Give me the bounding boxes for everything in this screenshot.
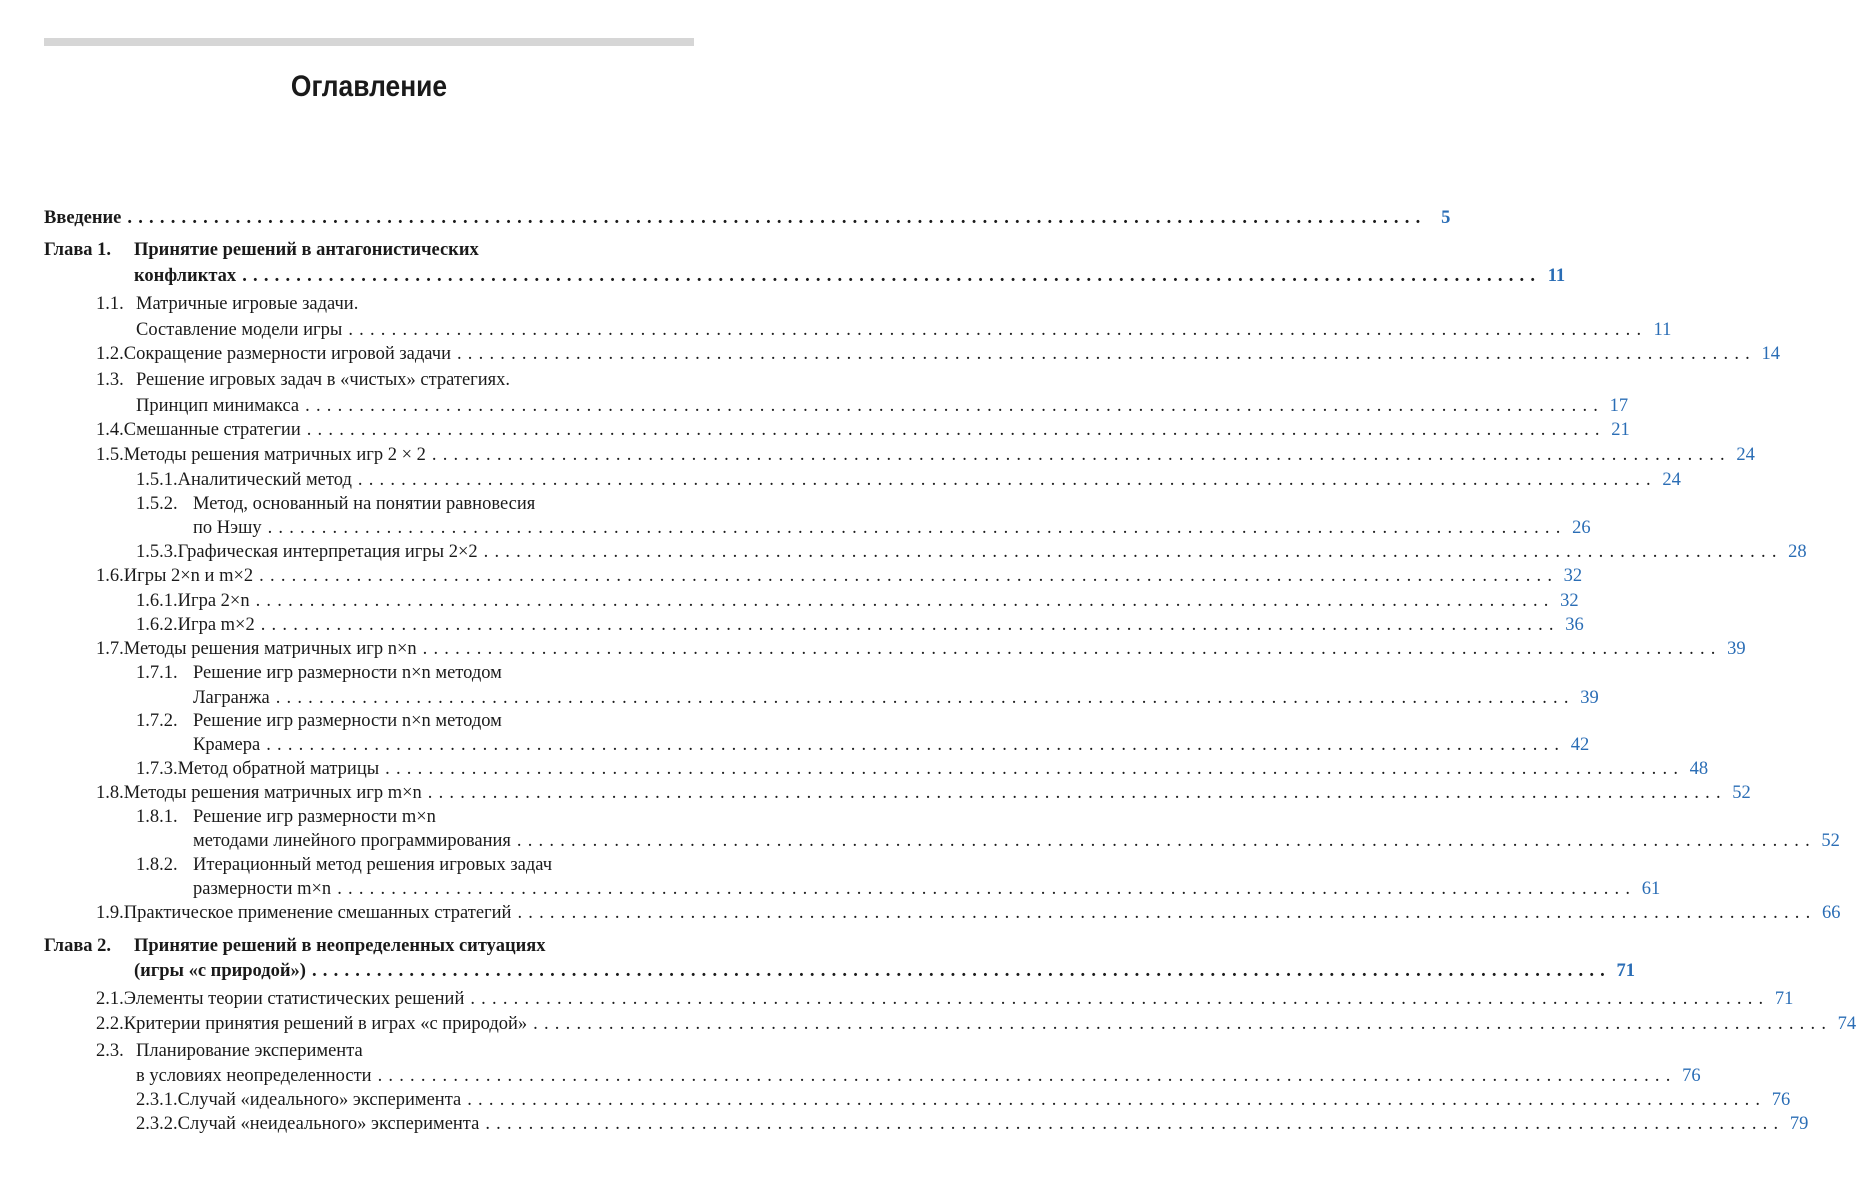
page-number[interactable]: 39 (1727, 639, 1746, 659)
toc-entry-continuation[interactable] (193, 829, 1840, 853)
dot-leader: ........................................................................................................................ (242, 266, 1542, 286)
entry-title-continued: в условиях неопределенности (136, 1066, 372, 1086)
entry-title: Методы решения матричных игр m×n (123, 783, 422, 803)
dot-leader: ........................................................................................................................ (517, 903, 1817, 923)
dot-leader: ........................................................................................................................ (516, 831, 1816, 851)
page-number[interactable]: 5 (1441, 208, 1451, 228)
entry-number: 1.6.2. (136, 615, 178, 635)
toc-entry[interactable] (96, 292, 694, 316)
toc-entry[interactable] (96, 1039, 694, 1063)
entry-number: 1.8.2. (136, 855, 178, 875)
entry-title-continued: конфликтах (134, 266, 237, 286)
entry-title: Введение (44, 208, 122, 228)
entry-title: Решение игр размерности m×n (193, 807, 436, 827)
entry-title: Планирование эксперимента (136, 1041, 363, 1061)
entry-number: 2.2. (96, 1014, 124, 1034)
page-number[interactable]: 21 (1611, 420, 1630, 440)
toc-entry[interactable] (44, 206, 1451, 230)
dot-leader: ........................................................................................................................ (467, 1090, 1767, 1110)
toc-entry-continuation[interactable] (136, 1064, 1701, 1088)
entry-title: Матричные игровые задачи. (136, 294, 359, 314)
page-number[interactable]: 76 (1682, 1066, 1701, 1086)
page-number[interactable]: 76 (1771, 1090, 1791, 1110)
entry-number: 1.4. (96, 420, 124, 440)
toc-entry[interactable] (44, 238, 694, 262)
toc-entry[interactable] (136, 853, 694, 877)
entry-number: 1.6.1. (136, 591, 178, 611)
dot-leader: ........................................................................................................................ (275, 688, 1575, 708)
page-number[interactable]: 39 (1580, 688, 1599, 708)
toc-entry[interactable] (136, 661, 694, 685)
toc-entry[interactable] (136, 1088, 1791, 1112)
dot-leader: ........................................................................................................................ (267, 518, 1567, 538)
toc-entry-continuation[interactable] (193, 686, 1599, 710)
page-number[interactable]: 48 (1689, 759, 1709, 779)
entry-title: Элементы теории статистических решений (123, 989, 465, 1009)
entry-number: 2.3.1. (136, 1090, 178, 1110)
entry-number: 1.5.2. (136, 494, 178, 514)
page-number[interactable]: 24 (1736, 445, 1755, 465)
entry-title: Графическая интерпретация игры 2×2 (177, 542, 478, 562)
page-title: Оглавление (290, 70, 448, 103)
toc-entry[interactable] (96, 443, 1755, 467)
toc-entry-continuation[interactable] (193, 733, 1590, 757)
entry-title: Решение игр размерности n×n методом (193, 711, 502, 731)
page-number[interactable]: 61 (1641, 879, 1661, 899)
entry-number: 1.6. (96, 566, 124, 586)
entry-title: Принятие решений в неопределенных ситуациях (134, 936, 546, 956)
dot-leader: ........................................................................................................................ (348, 320, 1648, 340)
entry-title-continued: Принцип минимакса (136, 396, 300, 416)
page-number[interactable]: 32 (1560, 591, 1579, 611)
page-number[interactable]: 52 (1821, 831, 1840, 851)
entry-number: 1.2. (96, 344, 124, 364)
toc-entry[interactable] (136, 1112, 1809, 1136)
dot-leader: ........................................................................................................................ (533, 1014, 1833, 1034)
entry-title: Случай «идеального» эксперимента (177, 1090, 462, 1110)
toc-entry-continuation[interactable] (136, 318, 1672, 342)
entry-title: Критерии принятия решений в играх «с природой» (123, 1014, 528, 1034)
entry-title: Решение игровых задач в «чистых» стратегиях. (136, 370, 511, 390)
entry-title: Методы решения матричных игр n×n (123, 639, 417, 659)
entry-number: 1.5.1. (136, 470, 178, 490)
page-number[interactable]: 11 (1653, 320, 1672, 340)
toc-entry[interactable] (136, 589, 1579, 613)
toc-entry[interactable] (96, 418, 1630, 442)
dot-leader: ........................................................................................................................ (311, 961, 1611, 981)
toc-entry-continuation[interactable] (193, 516, 1591, 540)
dot-leader: ........................................................................................................................ (431, 445, 1731, 465)
page-number[interactable]: 71 (1774, 989, 1794, 1009)
page-number[interactable]: 66 (1821, 903, 1841, 923)
dot-leader: ........................................................................................................................ (260, 615, 1560, 635)
dot-leader: ........................................................................................................................ (127, 208, 1427, 228)
entry-title: Случай «неидеального» эксперимента (177, 1114, 480, 1134)
page-number[interactable]: 17 (1609, 396, 1629, 416)
entry-title: Игры 2×n и m×2 (123, 566, 254, 586)
dot-leader: ........................................................................................................................ (377, 1066, 1677, 1086)
dot-leader: ........................................................................................................................ (337, 879, 1637, 899)
entry-title: Метод обратной матрицы (177, 759, 380, 779)
page-number[interactable]: 42 (1570, 735, 1590, 755)
entry-title: Решение игр размерности n×n методом (193, 663, 502, 683)
toc-entry-continuation[interactable] (134, 959, 1635, 983)
toc-entry[interactable] (96, 368, 694, 392)
entry-number: 1.5. (96, 445, 124, 465)
toc-entry[interactable] (96, 342, 1780, 366)
toc-entry[interactable] (96, 987, 1794, 1011)
top-rule (44, 38, 694, 46)
entry-number: 2.1. (96, 989, 124, 1009)
dot-leader: ........................................................................................................................ (427, 783, 1727, 803)
toc-entry[interactable] (44, 934, 694, 958)
page-number[interactable]: 32 (1563, 566, 1583, 586)
toc-entry-continuation[interactable] (136, 394, 1629, 418)
entry-number: 1.9. (96, 903, 124, 923)
toc-entry[interactable] (136, 757, 1709, 781)
page-number[interactable]: 14 (1761, 344, 1780, 364)
entry-title: Игра 2×n (177, 591, 250, 611)
entry-title-continued: методами линейного программирования (193, 831, 511, 851)
entry-title: Игра m×2 (177, 615, 255, 635)
dot-leader: ........................................................................................................................ (456, 344, 1756, 364)
entry-title-continued: по Нэшу (193, 518, 262, 538)
entry-number: 1.8.1. (136, 807, 178, 827)
toc-entry[interactable] (96, 781, 1751, 805)
entry-number: 1.8. (96, 783, 124, 803)
entry-title: Принятие решений в антагонистических (134, 240, 479, 260)
entry-title: Смешанные стратегии (123, 420, 301, 440)
entry-title: Практическое применение смешанных стратегий (123, 903, 512, 923)
entry-title-continued: Крамера (193, 735, 261, 755)
toc-entry-continuation[interactable] (134, 264, 1566, 288)
page-number[interactable]: 74 (1837, 1014, 1856, 1034)
dot-leader: ........................................................................................................................ (485, 1114, 1785, 1134)
entry-title-continued: Лагранжа (193, 688, 270, 708)
toc-entry[interactable] (136, 492, 694, 516)
dot-leader: ........................................................................................................................ (306, 420, 1606, 440)
entry-number: Глава 2. (44, 936, 112, 956)
toc-entry[interactable] (136, 613, 1584, 637)
dot-leader: ........................................................................................................................ (483, 542, 1783, 562)
page-number[interactable]: 79 (1789, 1114, 1809, 1134)
dot-leader: ........................................................................................................................ (255, 591, 1555, 611)
toc-entry-continuation[interactable] (193, 877, 1661, 901)
page-number[interactable]: 28 (1788, 542, 1807, 562)
page-number[interactable]: 26 (1572, 518, 1591, 538)
toc-entry[interactable] (96, 637, 1746, 661)
entry-number: 1.7. (96, 639, 124, 659)
entry-number: 1.3. (96, 370, 124, 390)
dot-leader: ........................................................................................................................ (266, 735, 1566, 755)
entry-title-continued: размерности m×n (193, 879, 332, 899)
entry-title: Аналитический метод (177, 470, 352, 490)
entry-title: Методы решения матричных игр 2 × 2 (123, 445, 426, 465)
entry-number: 1.5.3. (136, 542, 178, 562)
toc-entry[interactable] (136, 709, 694, 733)
entry-title: Итерационный метод решения игровых задач (193, 855, 553, 875)
entry-number: 2.3. (96, 1041, 124, 1061)
page-number[interactable]: 71 (1616, 961, 1635, 981)
entry-title-continued: (игры «с природой») (134, 961, 306, 981)
toc-entry[interactable] (96, 1012, 1856, 1036)
entry-title: Сокращение размерности игровой задачи (123, 344, 451, 364)
entry-title: Метод, основанный на понятии равновесия (193, 494, 536, 514)
toc-entry[interactable] (136, 468, 1681, 492)
page-number[interactable]: 36 (1565, 615, 1584, 635)
dot-leader: ........................................................................................................................ (422, 639, 1722, 659)
page-number[interactable]: 24 (1662, 470, 1681, 490)
entry-title-continued: Составление модели игры (136, 320, 343, 340)
entry-number: 1.7.2. (136, 711, 178, 731)
entry-number: Глава 1. (44, 240, 112, 260)
entry-number: 1.1. (96, 294, 124, 314)
entry-number: 1.7.1. (136, 663, 178, 683)
toc-entry[interactable] (96, 901, 1841, 925)
toc-entry[interactable] (136, 805, 694, 829)
entry-number: 2.3.2. (136, 1114, 178, 1134)
page-number[interactable]: 52 (1732, 783, 1751, 803)
toc-entry[interactable] (136, 540, 1807, 564)
dot-leader: ........................................................................................................................ (305, 396, 1605, 416)
dot-leader: ........................................................................................................................ (385, 759, 1685, 779)
dot-leader: ........................................................................................................................ (259, 566, 1559, 586)
dot-leader: ........................................................................................................................ (470, 989, 1770, 1009)
toc-entry[interactable] (96, 564, 1583, 588)
dot-leader: ........................................................................................................................ (357, 470, 1657, 490)
page-number[interactable]: 11 (1547, 266, 1566, 286)
entry-number: 1.7.3. (136, 759, 178, 779)
